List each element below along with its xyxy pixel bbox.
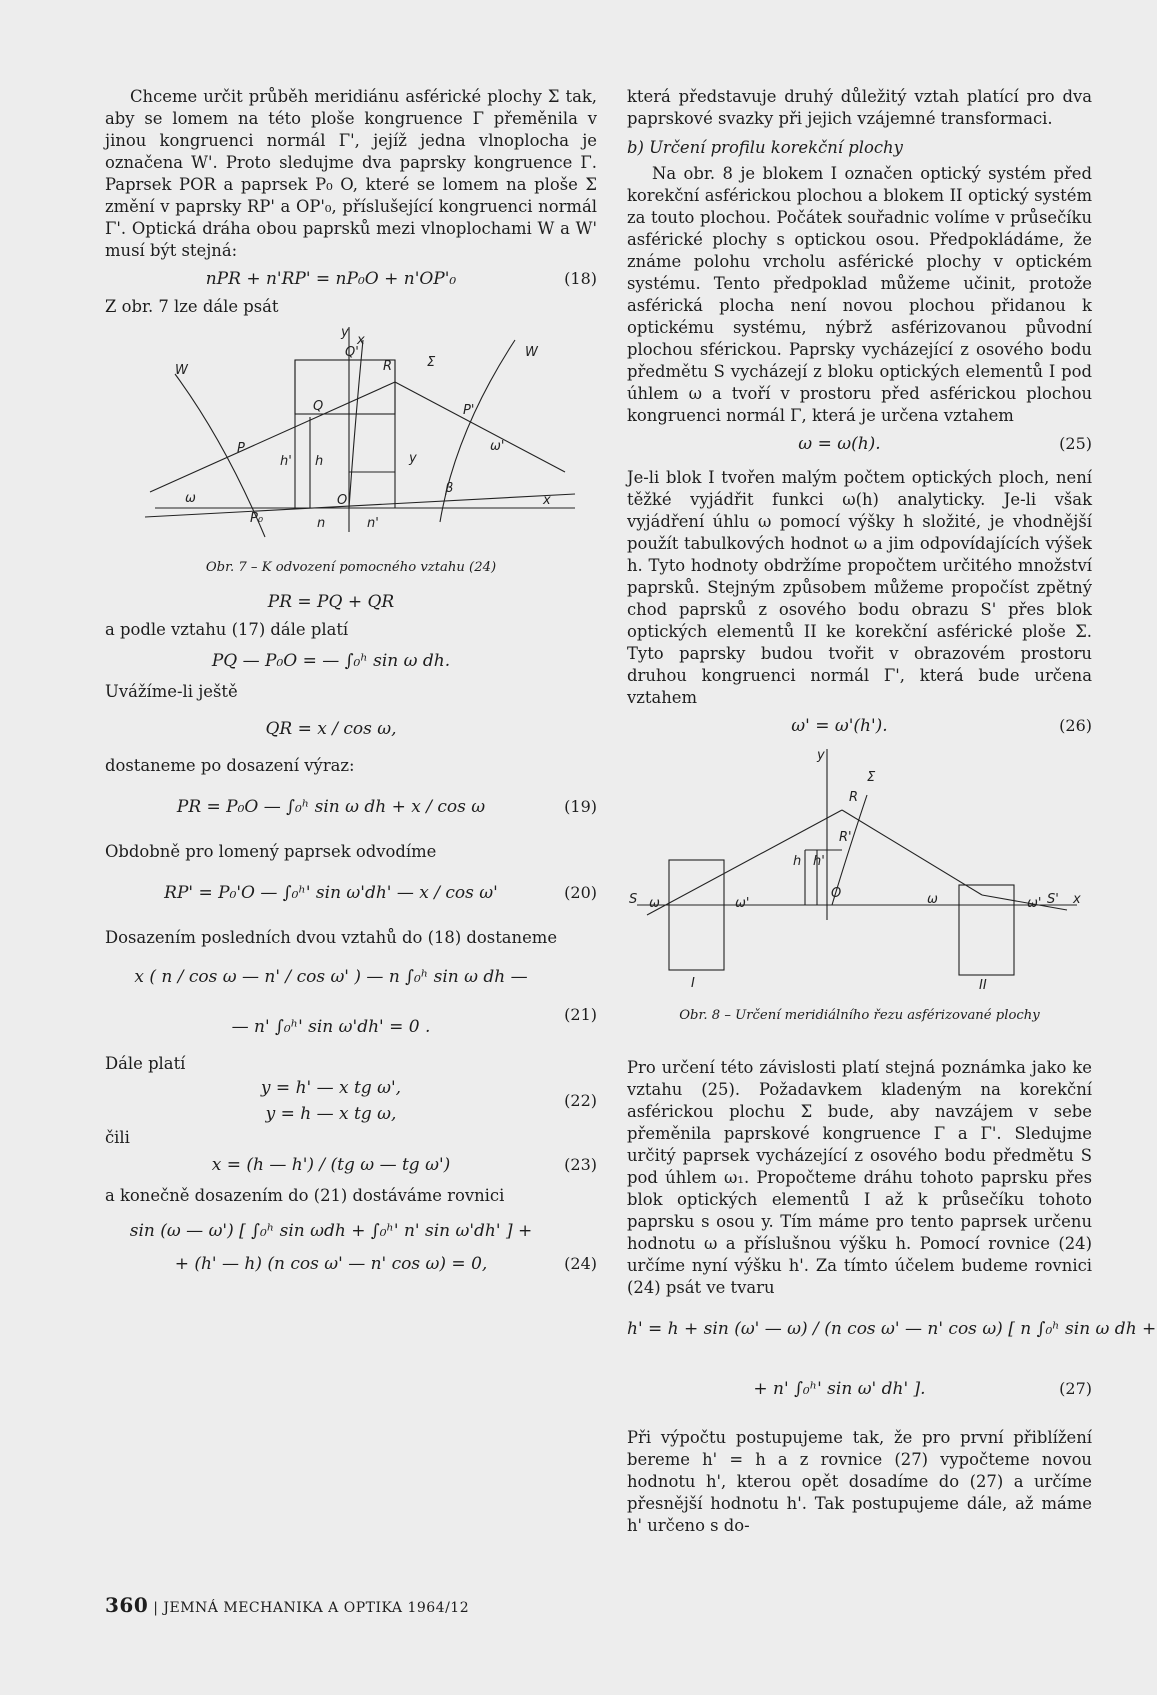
equation-text: y = h — x tg ω, (265, 1104, 397, 1124)
ray-pr (150, 382, 395, 492)
equation-27-line-b (627, 1365, 1092, 1427)
equation-text: — n' ∫₀ʰ' sin ω'dh' = 0 . (231, 1017, 431, 1037)
label: S (629, 892, 638, 907)
page-footer: 360 | JEMNÁ MECHANIKA A OPTIKA 1964/12 (105, 1593, 470, 1617)
equation-25 (627, 431, 1092, 461)
equation-number: (25) (1059, 434, 1092, 453)
label: h' (813, 854, 825, 869)
figure-8-caption: Obr. 8 – Určení meridiálního řezu asférizované plochy (679, 1008, 1040, 1023)
equation-number: (24) (564, 1254, 597, 1273)
label: y (409, 451, 417, 466)
equation-text: x = (h — h') / (tg ω — tg ω') (211, 1155, 451, 1175)
label: Q' (345, 345, 359, 360)
paragraph: Z obr. 7 lze dále psát (105, 297, 279, 316)
paragraph: Pro určení této závislosti platí stejná poznámka jako ke vztahu (25). Požadavkem kladeným na korekční asférickou plochu Σ bude, aby navzájem v sebe přeměnila paprskové kongruence Γ a Γ'. Sledujme určitý paprsek vycházející z osového bodu předmětu S pod úhlem ω₁. Propočteme dráhu tohoto paprsku přes blok optických elementů I až k průsečíku tohoto paprsku s osou y. Tím máme pro tento paprsek určenu hodnotu ω a příslušnou výšku h. Pomocí rovnice (24) určíme nyní výšku h'. Za tímto účelem budeme rovnici (24) psát ve tvaru (627, 1058, 1092, 1297)
equation-text: RP' = P₀'O — ∫₀ʰ' sin ω'dh' — x / cos ω' (164, 883, 498, 903)
equation-23 (105, 1149, 597, 1185)
equation-pr (105, 589, 597, 619)
label: y (341, 325, 349, 340)
right-column (627, 86, 1157, 1537)
equation-19 (105, 777, 597, 841)
paragraph: Dosazením posledních dvou vztahů do (18) dostaneme (105, 928, 558, 947)
label: y (817, 748, 825, 763)
journal-name: JEMNÁ MECHANIKA A OPTIKA 1964/12 (163, 1600, 470, 1616)
label: β (445, 481, 454, 496)
equation-number: (20) (564, 883, 597, 902)
left-column (105, 86, 597, 1279)
paragraph: Na obr. 8 je blokem I označen optický systém před korekční asférickou plochou a blokem II optický systém za touto plochou. Počátek souřadnic volíme v průsečíku asférické plochy s optickou osou. Předpokládáme, že známe polohu vrcholu asférické plochy v optickém systému. Tento předpoklad můžeme učinit, protože asférická plocha není novou plochou přidanou k optickému systému, nýbrž asférizovanou původní plochou sférickou. Paprsky vycházející z osového bodu předmětu S vycházejí z bloku optických elementů I pod úhlem ω a tvoří v prostoru před asférickou plochou kongruenci normál Γ, která je určena vztahem (627, 164, 1092, 425)
label: P (237, 441, 245, 456)
equation-21-line-a (105, 949, 597, 1005)
label: O (337, 493, 348, 508)
label: R' (839, 830, 852, 845)
equation-text: + n' ∫₀ʰ' sin ω' dh' ]. (753, 1379, 926, 1399)
equation-text: nPR + n'RP' = nP₀O + n'OP'₀ (205, 269, 457, 289)
label: n (317, 516, 326, 531)
label: W (175, 363, 188, 378)
ray-rp-prime (395, 382, 565, 472)
equation-text: PR = P₀O — ∫₀ʰ sin ω dh + x / cos ω (176, 797, 486, 817)
equation-number: (19) (564, 797, 597, 816)
equation-text: QR = x / cos ω, (265, 719, 397, 739)
equation-number: (23) (564, 1155, 597, 1174)
paragraph: Obdobně pro lomený paprsek odvodíme (105, 842, 437, 861)
block-ii (959, 885, 1014, 975)
label: Q (313, 399, 324, 414)
equation-number: (27) (1059, 1379, 1092, 1398)
label: R (849, 790, 859, 805)
figure-7-diagram (105, 322, 597, 557)
equation-26 (627, 713, 1092, 743)
label: II (979, 978, 987, 993)
equation-18 (105, 266, 597, 296)
label: ω (649, 896, 660, 911)
paragraph: Při výpočtu postupujeme tak, že pro první přiblížení bereme h' = h a z rovnice (27) vypočteme novou hodnotu h', kterou opět dosadíme do (27) a určíme přesnější hodnotu h'. Tak postupujeme dále, až máme h' určeno s do- (627, 1428, 1092, 1535)
label: Σ (867, 770, 876, 785)
equation-text: PQ — P₀O = — ∫₀ʰ sin ω dh. (211, 651, 451, 671)
equation-text: ω' = ω'(h'). (791, 716, 888, 736)
equation-text: y = h' — x tg ω', (260, 1078, 402, 1098)
label: n' (367, 516, 379, 531)
section-heading: b) Určení profilu korekční plochy (627, 138, 903, 157)
label: h (315, 454, 324, 469)
label: x (1073, 892, 1081, 907)
equation-text: ω = ω(h). (798, 434, 881, 454)
equation-21-line-b (105, 1005, 597, 1053)
equation-22-line-a (105, 1075, 597, 1101)
label: x (357, 333, 365, 348)
paragraph: čili (105, 1128, 130, 1147)
label: h (793, 854, 802, 869)
page-number: 360 (105, 1593, 149, 1617)
equation-22-line-b (105, 1091, 597, 1127)
paragraph: která představuje druhý důležitý vztah platící pro dva paprskové svazky při jejich vzájemné transformaci. (627, 87, 1092, 128)
label: P₀ (250, 511, 264, 526)
paragraph: Uvážíme-li ještě (105, 682, 238, 701)
paragraph: a konečně dosazením do (21) dostáváme rovnici (105, 1186, 505, 1205)
label: h' (280, 454, 292, 469)
label: x (543, 493, 551, 508)
paragraph: dostaneme po dosazení výraz: (105, 756, 355, 775)
label: ω' (735, 896, 750, 911)
equation-27-line-a (627, 1299, 1157, 1365)
equation-number: (26) (1059, 716, 1092, 735)
label: O (831, 886, 842, 901)
equation-text: h' = h + sin (ω' — ω) / (n cos ω' — n' cos ω) [ n ∫₀ʰ sin ω dh + (627, 1319, 1157, 1339)
label: Σ (427, 355, 436, 370)
equation-text: x ( n / cos ω — n' / cos ω' ) — n ∫₀ʰ sin ω dh — (134, 967, 528, 987)
paragraph: a podle vztahu (17) dále platí (105, 620, 349, 639)
block-i (669, 860, 724, 970)
equation-qr (105, 703, 597, 755)
equation-text: sin (ω — ω') [ ∫₀ʰ sin ωdh + ∫₀ʰ' n' sin ω'dh' ] + (129, 1221, 533, 1241)
label: ω' (490, 439, 505, 454)
equation-number: (21) (564, 1005, 597, 1024)
label: W (525, 345, 538, 360)
figure-8-diagram (627, 745, 1092, 1005)
equation-24-line-b (105, 1251, 597, 1279)
paragraph: Je-li blok I tvořen malým počtem optických ploch, není těžké vyjádřit funkci ω(h) analyticky. Je-li však vyjádření úhlu ω pomocí výšky h složité, je vhodnější použít tabulkových hodnot ω a jim odpovídajících výšek h. Tyto hodnoty obdržíme propočtem určitého množství paprsků. Stejným způsobem můžeme propočíst zpětný chod paprsků z osového bodu obrazu S' přes blok optických elementů II ke korekční asférické ploše Σ. Tyto paprsky budou tvořit v obrazovém prostoru druhou kongruenci normál Γ', která bude určena vztahem (627, 468, 1092, 707)
paragraph: Chceme určit průběh meridiánu asférické plochy Σ tak, aby se lomem na této ploše kongruence Γ přeměnila v jinou kongruenci normál Γ', jejíž jedna vlnoplocha je označena W'. Proto sledujme dva paprsky kongruence Γ. Paprsek POR a paprsek P₀ O, které se lomem na ploše Σ změní v paprsky RP' a OP'₀, příslušející kongruenci normál Γ'. Optická dráha obou paprsků mezi vlnoplochami W a W' musí být stejná: (105, 87, 597, 260)
equation-number: (22) (564, 1091, 597, 1110)
ray-refracted (842, 810, 982, 895)
equation-text: + (h' — h) (n cos ω' — n' cos ω) = 0, (174, 1254, 488, 1274)
label: ω (185, 491, 196, 506)
ray-p0o (145, 494, 575, 517)
equation-pq (105, 641, 597, 681)
label: R (383, 359, 393, 374)
box-q (295, 360, 395, 414)
label: I (691, 976, 695, 991)
equation-number: (18) (564, 269, 597, 288)
label: ω' (1027, 896, 1042, 911)
figure-7-caption: Obr. 7 – K odvození pomocného vztahu (24) (205, 560, 497, 575)
label: S' (1047, 892, 1059, 907)
paragraph: Dále platí (105, 1054, 186, 1073)
surface-sigma (349, 340, 363, 508)
equation-24-line-a (105, 1207, 597, 1251)
equation-20 (105, 863, 597, 927)
label: ω (927, 892, 938, 907)
equation-text: PR = PQ + QR (267, 592, 395, 612)
label: P' (463, 403, 475, 418)
